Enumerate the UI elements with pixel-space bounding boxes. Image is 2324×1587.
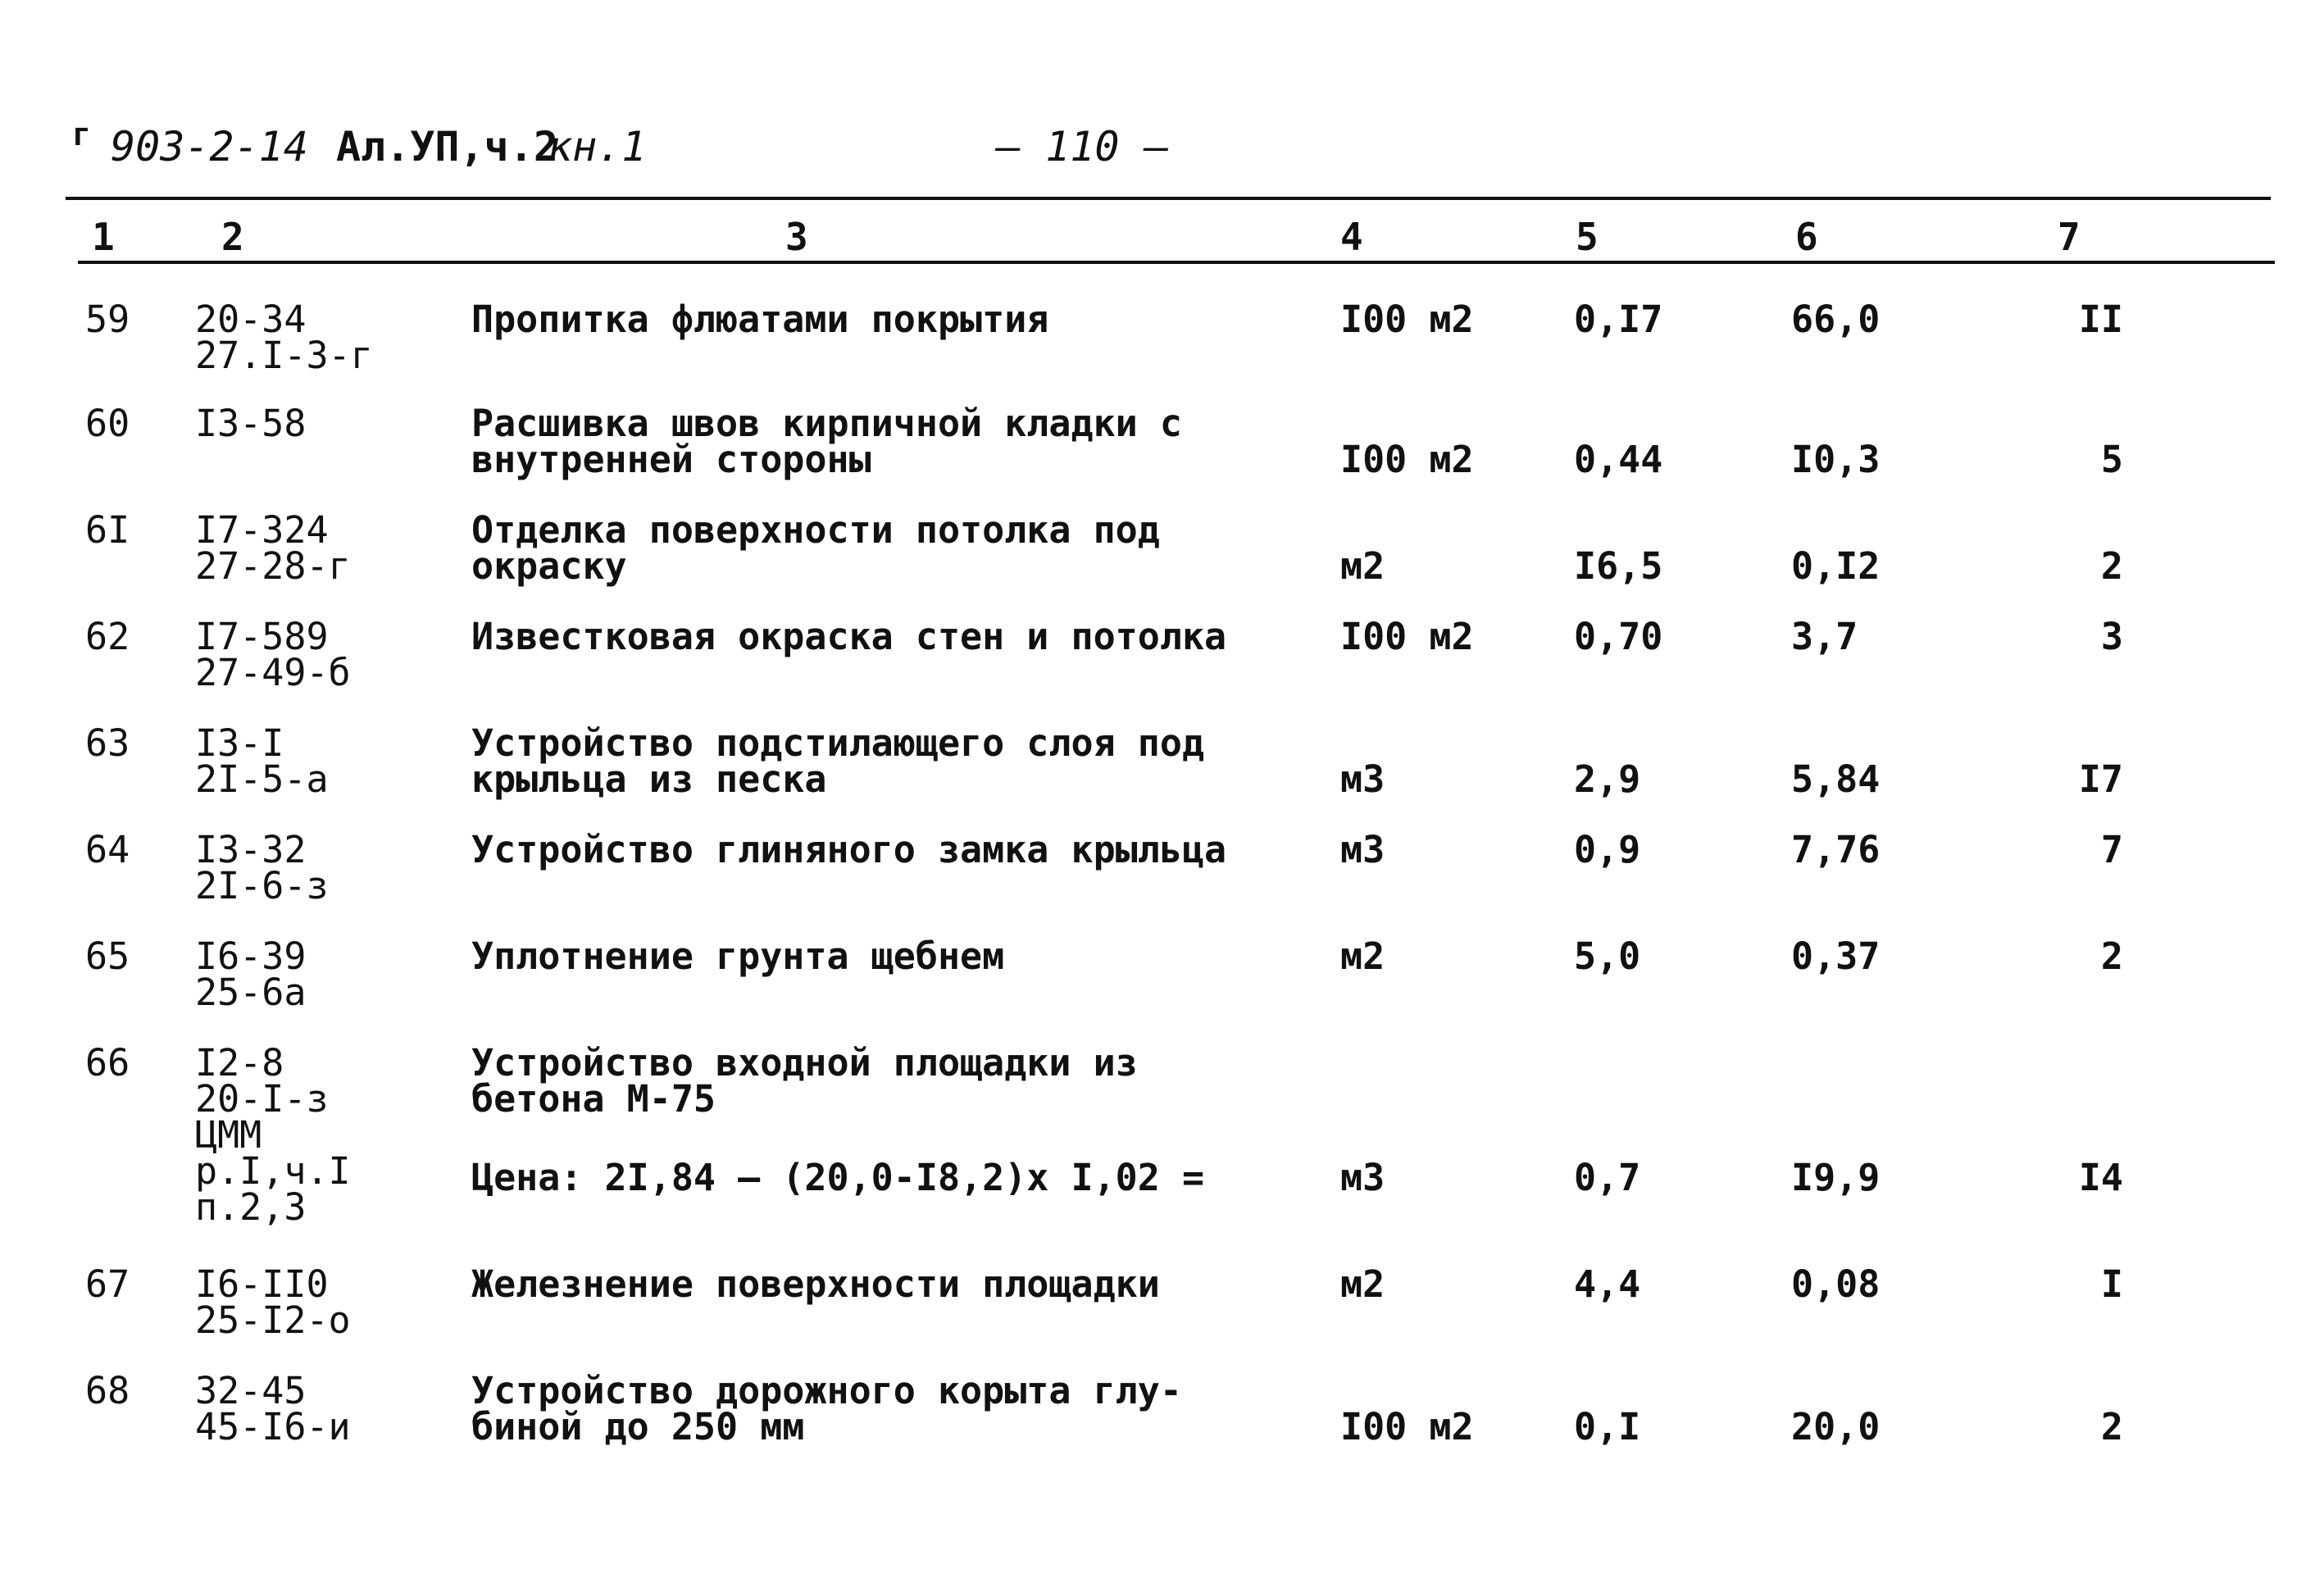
row-code: I7-589 <box>195 615 329 658</box>
row-price: 20,0 <box>1791 1405 1881 1448</box>
row-description: Уплотнение грунта щебнем <box>471 934 1005 978</box>
corner-mark: г <box>72 116 91 152</box>
row-code: 2I-6-з <box>195 864 329 907</box>
row-quantity: 5,0 <box>1574 934 1641 978</box>
row-number: 67 <box>85 1262 130 1306</box>
row-number: 66 <box>85 1041 130 1085</box>
row-code: I3-58 <box>195 402 307 445</box>
column-number: 1 <box>92 215 115 259</box>
row-code: 20-34 <box>195 298 307 341</box>
row-description: крыльца из песка <box>471 757 827 801</box>
row-price: 5,84 <box>1791 757 1881 801</box>
row-total: 2 <box>2100 1405 2123 1448</box>
row-unit: м3 <box>1340 757 1385 801</box>
row-code: 25-6а <box>195 971 307 1014</box>
row-unit: I00 м2 <box>1340 438 1474 481</box>
row-price: I9,9 <box>1791 1156 1881 1199</box>
row-total: 2 <box>2100 934 2123 978</box>
row-description: Отделка поверхности потолка под <box>471 508 1160 552</box>
doc-number: 903-2-14 <box>111 123 308 171</box>
row-code: 20-I-з <box>195 1077 329 1121</box>
row-description: Устройство входной площадки из <box>471 1041 1138 1085</box>
row-code: 2I-5-а <box>195 757 329 801</box>
row-description: Устройство глиняного замка крыльца <box>471 828 1227 871</box>
row-description: внутренней стороны <box>471 438 871 481</box>
row-quantity: 4,4 <box>1574 1262 1641 1306</box>
row-price: 3,7 <box>1791 615 1858 658</box>
row-code: п.2,3 <box>195 1185 307 1229</box>
row-quantity: 0,44 <box>1574 438 1663 481</box>
row-price: 66,0 <box>1791 298 1881 341</box>
row-quantity: I6,5 <box>1574 544 1663 588</box>
row-price: 7,76 <box>1791 828 1881 871</box>
row-description: Цена: 2I,84 – (20,0-I8,2)х I,02 = <box>471 1156 1205 1199</box>
row-number: 63 <box>85 721 130 765</box>
column-number: 5 <box>1576 215 1599 259</box>
row-total: I4 <box>2078 1156 2123 1199</box>
row-code: р.I,ч.I <box>195 1149 351 1193</box>
column-number: 6 <box>1795 215 1818 259</box>
row-code: 27-49-б <box>195 651 351 694</box>
row-quantity: 0,I7 <box>1574 298 1663 341</box>
row-unit: I00 м2 <box>1340 298 1474 341</box>
row-quantity: 0,I <box>1574 1405 1641 1448</box>
row-code: 27.I-3-г <box>195 334 373 377</box>
row-number: 60 <box>85 402 130 445</box>
row-description: Железнение поверхности площадки <box>471 1262 1160 1306</box>
row-price: 0,37 <box>1791 934 1881 978</box>
row-total: II <box>2078 298 2123 341</box>
album-ref: Ал.УП,ч.2 <box>336 123 558 171</box>
row-total: I7 <box>2078 757 2123 801</box>
row-quantity: 0,70 <box>1574 615 1663 658</box>
header-rule-top <box>66 197 2271 200</box>
row-number: 65 <box>85 934 130 978</box>
row-unit: м2 <box>1340 934 1385 978</box>
column-number: 7 <box>2058 215 2081 259</box>
row-description: Пропитка флюатами покрытия <box>471 298 1049 341</box>
row-price: 0,08 <box>1791 1262 1881 1306</box>
row-description: Устройство подстилающего слоя под <box>471 721 1205 765</box>
row-price: 0,I2 <box>1791 544 1881 588</box>
row-code: I6-39 <box>195 934 307 978</box>
row-description: Расшивка швов кирпичной кладки с <box>471 402 1182 445</box>
row-number: 68 <box>85 1369 130 1412</box>
book-ref: кн.1 <box>548 123 647 171</box>
row-description: бетона М-75 <box>471 1077 716 1121</box>
row-description: окраску <box>471 544 627 588</box>
row-code: I6-II0 <box>195 1262 329 1306</box>
column-number: 2 <box>221 215 244 259</box>
row-code: 27-28-г <box>195 544 351 588</box>
row-total: 2 <box>2100 544 2123 588</box>
row-code: 45-I6-и <box>195 1405 351 1448</box>
row-code: ЦММ <box>195 1113 262 1157</box>
row-code: 25-I2-о <box>195 1298 351 1342</box>
row-code: I7-324 <box>195 508 329 552</box>
row-total: 3 <box>2100 615 2123 658</box>
row-total: 5 <box>2100 438 2123 481</box>
row-total: I <box>2100 1262 2123 1306</box>
row-quantity: 2,9 <box>1574 757 1641 801</box>
row-unit: I00 м2 <box>1340 615 1474 658</box>
row-unit: м2 <box>1340 1262 1385 1306</box>
row-quantity: 0,7 <box>1574 1156 1641 1199</box>
row-number: 59 <box>85 298 130 341</box>
row-unit: м2 <box>1340 544 1385 588</box>
row-code: I2-8 <box>195 1041 284 1085</box>
column-number: 3 <box>785 215 808 259</box>
row-price: I0,3 <box>1791 438 1881 481</box>
row-unit: м3 <box>1340 828 1385 871</box>
row-code: I3-32 <box>195 828 307 871</box>
page-number: – 110 – <box>996 123 1169 171</box>
row-code: I3-I <box>195 721 284 765</box>
row-description: Устройство дорожного корыта глу- <box>471 1369 1182 1412</box>
row-total: 7 <box>2100 828 2123 871</box>
row-number: 64 <box>85 828 130 871</box>
row-unit: I00 м2 <box>1340 1405 1474 1448</box>
header-rule-bottom <box>78 261 2275 264</box>
row-code: 32-45 <box>195 1369 307 1412</box>
column-number: 4 <box>1340 215 1363 259</box>
row-number: 6I <box>85 508 130 552</box>
row-number: 62 <box>85 615 130 658</box>
row-unit: м3 <box>1340 1156 1385 1199</box>
row-description: Известковая окраска стен и потолка <box>471 615 1227 658</box>
row-description: биной до 250 мм <box>471 1405 805 1448</box>
row-quantity: 0,9 <box>1574 828 1641 871</box>
